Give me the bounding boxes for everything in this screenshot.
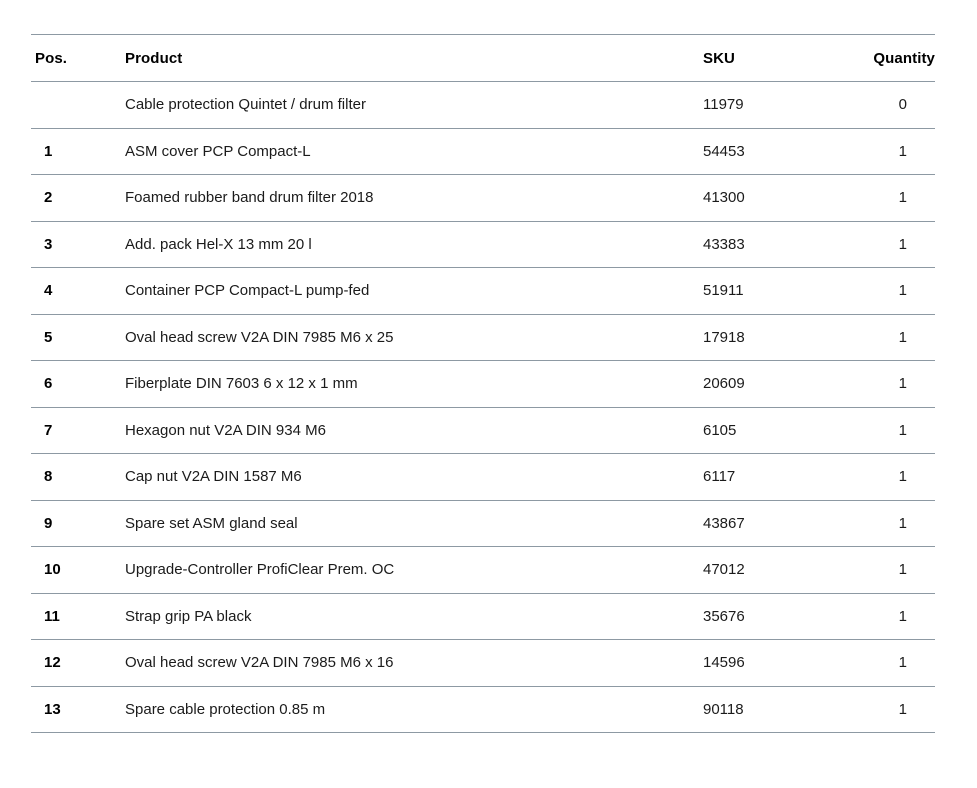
sku-cell: 11979 — [703, 82, 836, 129]
table-row — [31, 175, 935, 222]
quantity-cell: 1 — [836, 500, 935, 547]
quantity-cell: 1 — [836, 221, 935, 268]
sku-cell: 17918 — [703, 314, 836, 361]
spare-parts-page — [0, 34, 977, 788]
product-cell: Hexagon nut V2A DIN 934 M6 — [125, 407, 703, 454]
quantity-cell: 1 — [836, 593, 935, 640]
sku-cell: 43867 — [703, 500, 836, 547]
pos-cell: 6 — [31, 361, 125, 408]
quantity-cell: 0 — [836, 82, 935, 129]
quantity-cell: 1 — [836, 314, 935, 361]
sku-cell: 43383 — [703, 221, 836, 268]
quantity-cell: 1 — [836, 268, 935, 315]
column-header-quantity: Quantity — [836, 35, 935, 82]
column-header-pos: Pos. — [31, 35, 125, 82]
table-row — [31, 593, 935, 640]
quantity-cell: 1 — [836, 361, 935, 408]
sku-cell: 6105 — [703, 407, 836, 454]
product-cell: Container PCP Compact-L pump-fed — [125, 268, 703, 315]
sku-cell: 47012 — [703, 547, 836, 594]
product-cell: Spare set ASM gland seal — [125, 500, 703, 547]
table-row — [31, 268, 935, 315]
pos-cell: 5 — [31, 314, 125, 361]
quantity-cell: 1 — [836, 454, 935, 501]
column-header-product: Product — [125, 35, 703, 82]
pos-cell: 13 — [31, 686, 125, 733]
quantity-cell: 1 — [836, 547, 935, 594]
table-header-row — [31, 35, 935, 82]
table-row — [31, 640, 935, 687]
product-cell: Spare cable protection 0.85 m — [125, 686, 703, 733]
sku-cell: 90118 — [703, 686, 836, 733]
product-cell: Oval head screw V2A DIN 7985 M6 x 16 — [125, 640, 703, 687]
sku-cell: 20609 — [703, 361, 836, 408]
pos-cell: 12 — [31, 640, 125, 687]
quantity-cell: 1 — [836, 640, 935, 687]
pos-cell: 3 — [31, 221, 125, 268]
table-row — [31, 221, 935, 268]
sku-cell: 54453 — [703, 128, 836, 175]
table-row — [31, 500, 935, 547]
table-row — [31, 407, 935, 454]
table-row — [31, 128, 935, 175]
sku-cell: 35676 — [703, 593, 836, 640]
column-header-sku: SKU — [703, 35, 836, 82]
sku-cell: 51911 — [703, 268, 836, 315]
pos-cell: 10 — [31, 547, 125, 594]
product-cell: Add. pack Hel-X 13 mm 20 l — [125, 221, 703, 268]
pos-cell: 7 — [31, 407, 125, 454]
table-row — [31, 686, 935, 733]
pos-cell: 1 — [31, 128, 125, 175]
pos-cell — [31, 82, 125, 129]
quantity-cell: 1 — [836, 175, 935, 222]
table-body — [31, 82, 935, 733]
table-row — [31, 454, 935, 501]
table-row — [31, 547, 935, 594]
quantity-cell: 1 — [836, 686, 935, 733]
spare-parts-table — [31, 34, 935, 733]
table-row — [31, 82, 935, 129]
pos-cell: 11 — [31, 593, 125, 640]
product-cell: Upgrade-Controller ProfiClear Prem. OC — [125, 547, 703, 594]
sku-cell: 41300 — [703, 175, 836, 222]
product-cell: Oval head screw V2A DIN 7985 M6 x 25 — [125, 314, 703, 361]
quantity-cell: 1 — [836, 128, 935, 175]
product-cell: Cable protection Quintet / drum filter — [125, 82, 703, 129]
pos-cell: 2 — [31, 175, 125, 222]
product-cell: Fiberplate DIN 7603 6 x 12 x 1 mm — [125, 361, 703, 408]
product-cell: ASM cover PCP Compact-L — [125, 128, 703, 175]
pos-cell: 8 — [31, 454, 125, 501]
quantity-cell: 1 — [836, 407, 935, 454]
product-cell: Foamed rubber band drum filter 2018 — [125, 175, 703, 222]
product-cell: Cap nut V2A DIN 1587 M6 — [125, 454, 703, 501]
pos-cell: 9 — [31, 500, 125, 547]
product-cell: Strap grip PA black — [125, 593, 703, 640]
sku-cell: 6117 — [703, 454, 836, 501]
sku-cell: 14596 — [703, 640, 836, 687]
table-row — [31, 314, 935, 361]
table-row — [31, 361, 935, 408]
pos-cell: 4 — [31, 268, 125, 315]
